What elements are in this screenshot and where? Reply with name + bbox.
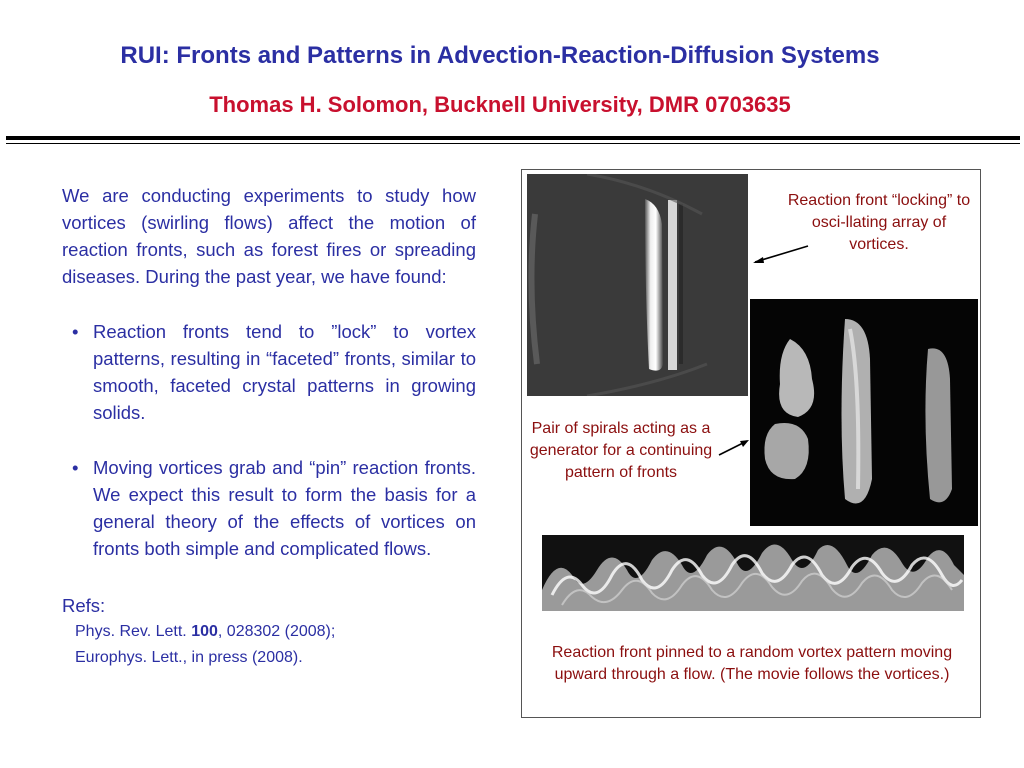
- figure-panel: [521, 169, 981, 718]
- caption-random-vortex: Reaction front pinned to a random vortex pattern moving upward through a flow. (The movie follows the vortices.): [551, 644, 953, 683]
- caption-spirals: Pair of spirals acting as a generator for a continuing pattern of fronts: [529, 420, 713, 481]
- caption-arrows: [522, 170, 980, 717]
- reference-item: [62, 619, 476, 645]
- arrow-head-icon: [740, 440, 749, 447]
- reference-text: Europhys. Lett., in press (2008).: [75, 649, 303, 666]
- bullet-marker: •: [72, 321, 79, 342]
- slide-title: RUI: Fronts and Patterns in Advection-Reaction-Diffusion Systems: [120, 42, 880, 69]
- reference-text: , 028302 (2008);: [217, 623, 336, 640]
- caption-locking: Reaction front “locking” to osci-llating array of vortices.: [787, 192, 971, 253]
- refs-label: Refs:: [62, 595, 106, 616]
- bullet-text: Moving vortices grab and “pin” reaction fronts. We expect this result to form the basis for a general theory of the effects of vortices on fronts both simple and complicated flows.: [93, 457, 476, 559]
- header-rule-thick: [6, 136, 1020, 140]
- header-rule-thin: [6, 143, 1020, 144]
- slide-subtitle: Thomas H. Solomon, Bucknell University, DMR 0703635: [209, 92, 791, 117]
- reference-volume: 100: [191, 623, 218, 640]
- body-text-column: [62, 182, 476, 671]
- bullet-marker: •: [72, 457, 79, 478]
- bullet-item: [62, 454, 476, 562]
- bullet-item: [62, 318, 476, 426]
- bullet-text: Reaction fronts tend to ”lock” to vortex patterns, resulting in “faceted” fronts, similar to smooth, faceted crystal patterns in growing solids.: [93, 321, 476, 423]
- intro-paragraph: We are conducting experiments to study how vortices (swirling flows) affect the motion of reaction fronts, such as forest fires or spreading diseases. During the past year, we have found:: [62, 185, 476, 287]
- reference-text: Phys. Rev. Lett.: [75, 623, 192, 640]
- arrow-head-icon: [753, 257, 764, 263]
- reference-item: [62, 645, 476, 671]
